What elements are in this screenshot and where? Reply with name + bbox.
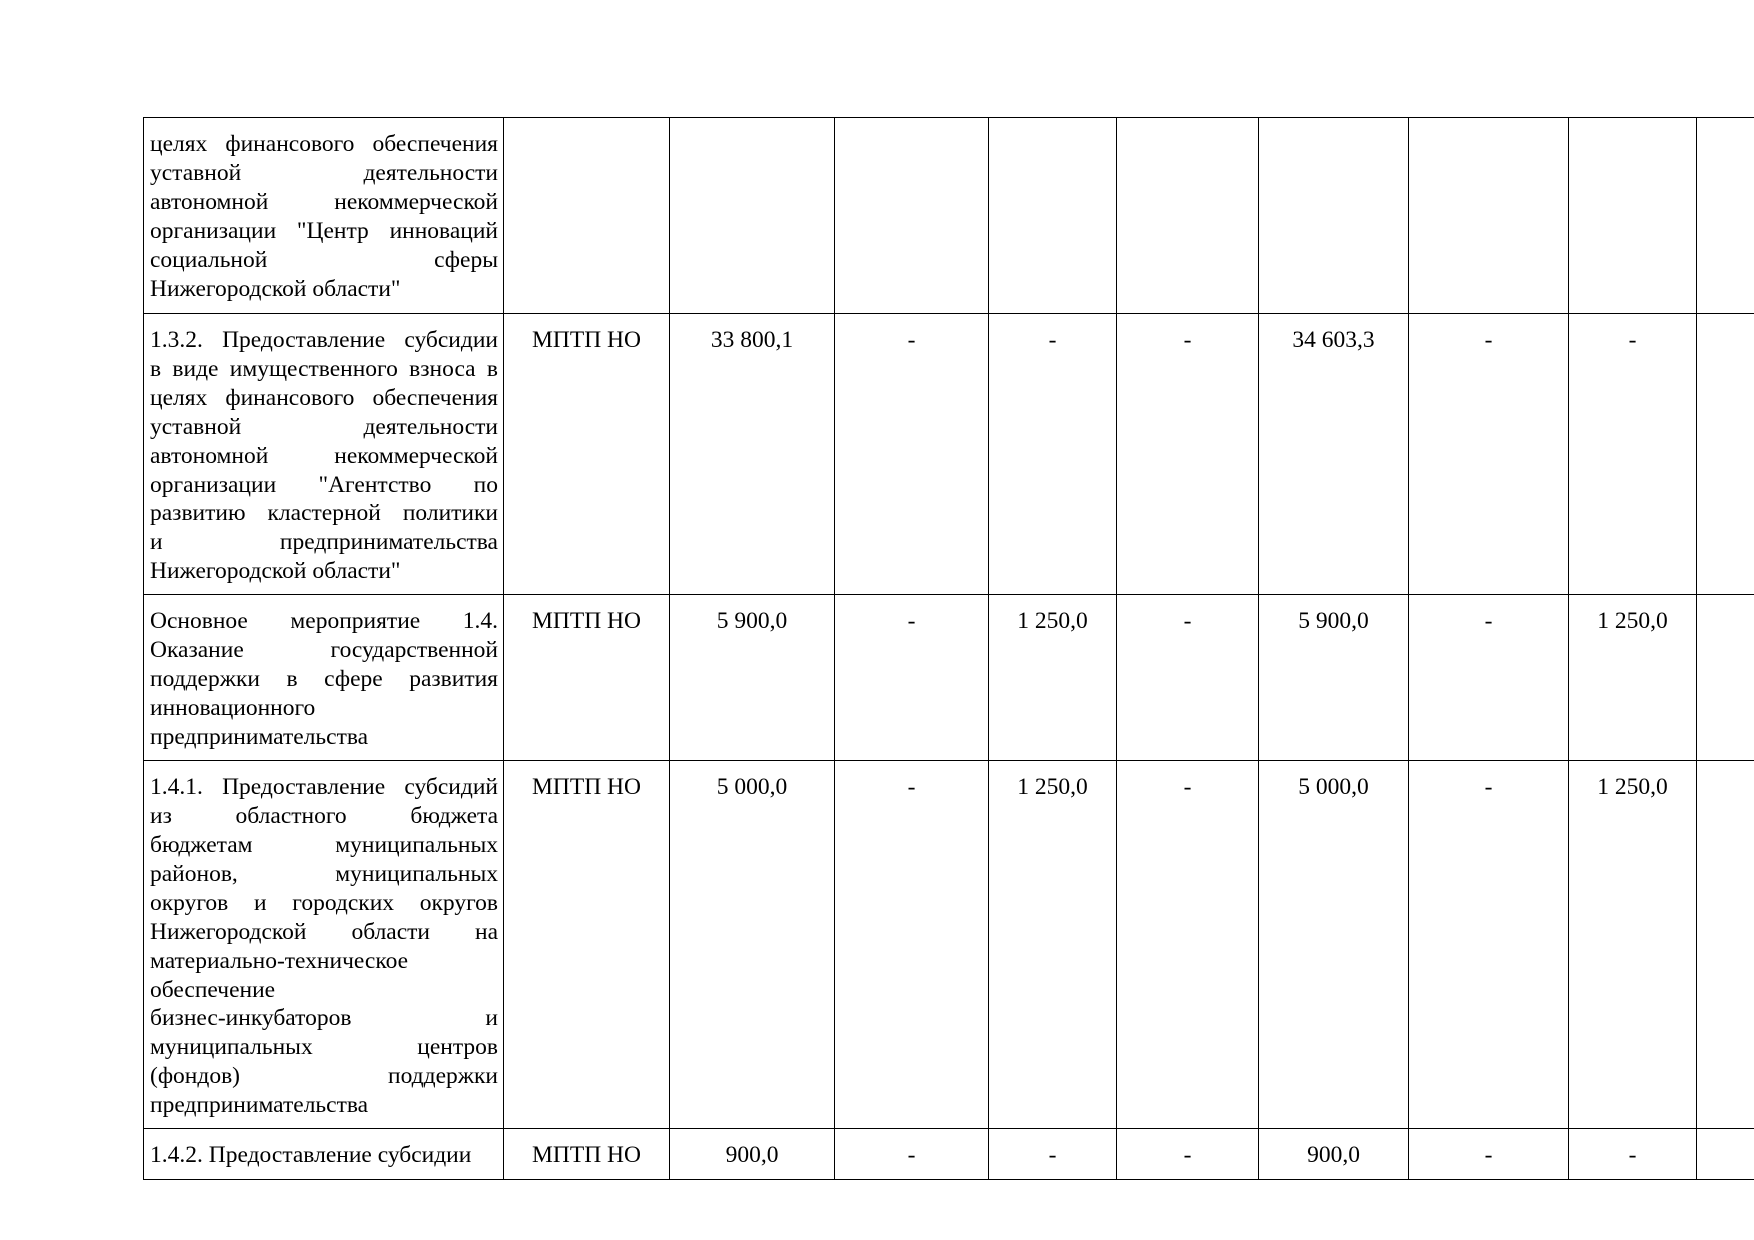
description-line: автономной некоммерческой xyxy=(150,442,498,469)
value-cell: 900,0 xyxy=(670,1129,835,1180)
value-cell: - xyxy=(835,314,989,595)
description-line: бюджетам муниципальных xyxy=(150,831,498,858)
description-line: Нижегородской области" xyxy=(150,558,401,585)
value-cell: 5 000,0 xyxy=(670,761,835,1129)
value-cell xyxy=(1697,761,1754,1129)
executor-cell: МПТП НО xyxy=(504,595,670,761)
table-row xyxy=(144,595,1754,761)
value-cell xyxy=(1409,118,1569,314)
description-line: уставной деятельности xyxy=(150,159,498,186)
value-cell xyxy=(1697,118,1754,314)
description-line: районов, муниципальных xyxy=(150,860,498,887)
value-cell: 33 800,1 xyxy=(670,314,835,595)
description-line: бизнес-инкубаторов и xyxy=(150,1005,498,1032)
activity-description-cell xyxy=(144,595,504,761)
value-cell: - xyxy=(1409,314,1569,595)
description-line: Нижегородской области" xyxy=(150,275,401,302)
description-line: 1.4.2. Предоставление субсидии xyxy=(150,1142,472,1169)
value-cell xyxy=(1259,118,1409,314)
value-cell: 1 250,0 xyxy=(1569,761,1697,1129)
description-line: из областного бюджета xyxy=(150,803,498,830)
value-cell xyxy=(670,118,835,314)
value-cell: 5 900,0 xyxy=(670,595,835,761)
value-cell: 5 900,0 xyxy=(1259,595,1409,761)
table-body xyxy=(144,118,1754,1180)
value-cell: - xyxy=(1409,595,1569,761)
activity-description-cell xyxy=(144,314,504,595)
value-cell: 5 000,0 xyxy=(1259,761,1409,1129)
executor-cell: МПТП НО xyxy=(504,761,670,1129)
value-cell: - xyxy=(1117,1129,1259,1180)
description-line: (фондов) поддержки xyxy=(150,1063,498,1090)
description-line: целях финансового обеспечения xyxy=(150,384,498,411)
value-cell xyxy=(1117,118,1259,314)
executor-cell xyxy=(504,118,670,314)
value-cell: - xyxy=(989,314,1117,595)
value-cell xyxy=(1569,118,1697,314)
description-line: автономной некоммерческой xyxy=(150,188,498,215)
value-cell: - xyxy=(835,595,989,761)
description-line: муниципальных центров xyxy=(150,1034,498,1061)
description-line: организации "Центр инноваций xyxy=(150,217,498,244)
description-line: и предпринимательства xyxy=(150,529,498,556)
value-cell xyxy=(1697,1129,1754,1180)
description-line: Нижегородской области на xyxy=(150,918,498,945)
description-line: округов и городских округов xyxy=(150,889,498,916)
value-cell: - xyxy=(1117,761,1259,1129)
value-cell: - xyxy=(835,1129,989,1180)
value-cell: 1 250,0 xyxy=(1569,595,1697,761)
description-line: 1.3.2. Предоставление субсидии xyxy=(150,327,498,353)
description-line: уставной деятельности xyxy=(150,413,498,440)
executor-cell: МПТП НО xyxy=(504,314,670,595)
value-cell: - xyxy=(1569,1129,1697,1180)
table-row xyxy=(144,118,1754,314)
activity-description-cell xyxy=(144,118,504,314)
description-line: развитию кластерной политики xyxy=(150,500,498,527)
value-cell: 34 603,3 xyxy=(1259,314,1409,595)
value-cell: 900,0 xyxy=(1259,1129,1409,1180)
activity-description-cell xyxy=(144,1129,504,1180)
budget-table xyxy=(143,117,1754,1180)
description-line: социальной сферы xyxy=(150,246,498,273)
description-line: предпринимательства xyxy=(150,723,369,750)
value-cell: - xyxy=(1117,595,1259,761)
value-cell: - xyxy=(1409,761,1569,1129)
table-row xyxy=(144,1129,1754,1180)
value-cell xyxy=(989,118,1117,314)
value-cell: - xyxy=(1409,1129,1569,1180)
description-line: предпринимательства xyxy=(150,1092,369,1119)
value-cell: - xyxy=(1117,314,1259,595)
description-line: поддержки в сфере развития xyxy=(150,665,498,692)
value-cell: - xyxy=(989,1129,1117,1180)
description-line: обеспечение xyxy=(150,976,276,1003)
value-cell xyxy=(835,118,989,314)
value-cell: - xyxy=(1569,314,1697,595)
description-line: 1.4.1. Предоставление субсидий xyxy=(150,774,498,801)
description-line: в виде имущественного взноса в xyxy=(150,355,498,382)
activity-description-cell xyxy=(144,761,504,1129)
executor-cell: МПТП НО xyxy=(504,1129,670,1180)
value-cell xyxy=(1697,595,1754,761)
description-line: Оказание государственной xyxy=(150,637,498,664)
value-cell: 1 250,0 xyxy=(989,761,1117,1129)
table-row xyxy=(144,761,1754,1129)
value-cell xyxy=(1697,314,1754,595)
value-cell: - xyxy=(835,761,989,1129)
description-line: материально-техническое xyxy=(150,947,409,974)
description-line: целях финансового обеспечения xyxy=(150,131,498,157)
value-cell: 1 250,0 xyxy=(989,595,1117,761)
description-line: Основное мероприятие 1.4. xyxy=(150,608,498,635)
description-line: инновационного xyxy=(150,694,316,721)
table-row xyxy=(144,314,1754,595)
description-line: организации "Агентство по xyxy=(150,471,498,498)
